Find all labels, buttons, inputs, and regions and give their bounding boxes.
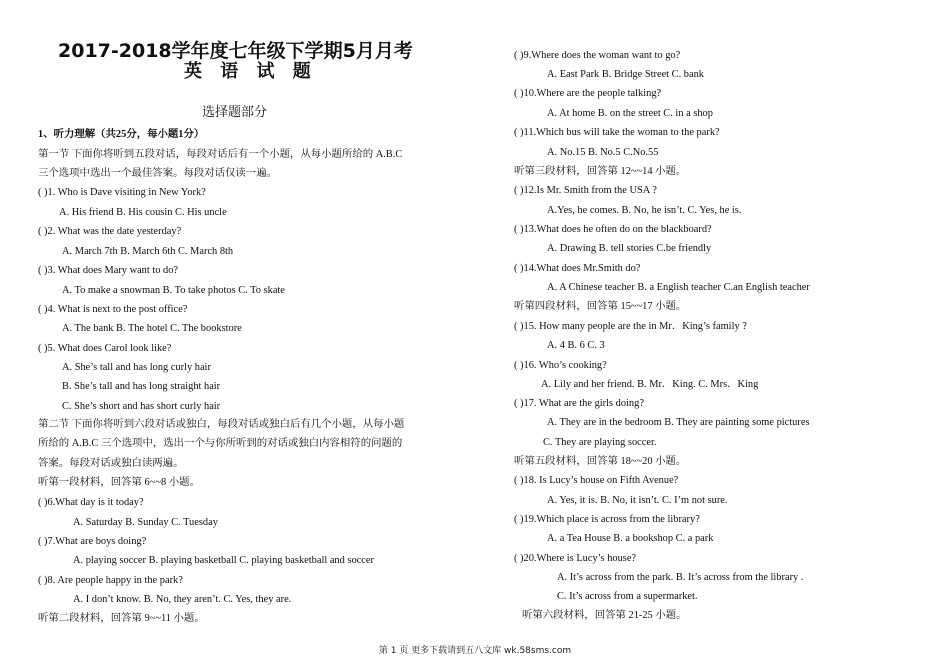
question-12-options: A.Yes, he comes. B. No, he isn’t. C. Yes, he is. — [547, 205, 742, 216]
question-13: ( )13.What does he often do on the blackboard? — [514, 224, 712, 235]
question-3-options: A. To make a snowman B. To take photos C. To skate — [62, 285, 285, 296]
question-19: ( )19.Which place is across from the library? — [514, 514, 700, 525]
section2-intro-line1: 第二节 下面你将听到六段对话或独白，每段对话或独白后有几个小题，从每小题 — [38, 419, 405, 430]
question-11-options: A. No.15 B. No.5 C.No.55 — [547, 147, 659, 158]
question-14-options: A. A Chinese teacher B. a English teacher C.an English teacher — [547, 282, 810, 293]
question-6-options: A. Saturday B. Sunday C. Tuesday — [73, 517, 218, 528]
question-8: ( )8. Are people happy in the park? — [38, 575, 183, 586]
question-17: ( )17. What are the girls doing? — [514, 398, 644, 409]
question-15-options: A. 4 B. 6 C. 3 — [547, 340, 605, 351]
material-3-instruction: 听第三段材料，回答第 12~~14 小题。 — [514, 166, 687, 177]
question-3: ( )3. What does Mary want to do? — [38, 265, 179, 276]
question-20-option-c: C. It’s across from a supermarket. — [557, 591, 698, 602]
question-9: ( )9.Where does the woman want to go? — [514, 50, 681, 61]
question-10-options: A. At home B. on the street C. in a shop — [547, 108, 713, 119]
material-6-instruction: 听第六段材料，回答第 21-25 小题。 — [522, 610, 687, 621]
question-12: ( )12.Is Mr. Smith from the USA ? — [514, 185, 657, 196]
material-4-instruction: 听第四段材料，回答第 15~~17 小题。 — [514, 301, 687, 312]
question-18-options: A. Yes, it is. B. No, it isn’t. C. I’m not sure. — [547, 495, 728, 506]
section2-intro-line2: 所给的 A.B.C 三个选项中，选出一个与你所听到的对话或独白内容相符的问题的 — [38, 438, 403, 449]
question-7-options: A. playing soccer B. playing basketball C. playing basketball and soccer — [73, 555, 374, 566]
question-8-options: A. I don’t know. B. No, they aren’t. C. Yes, they are. — [73, 594, 292, 605]
question-13-options: A. Drawing B. tell stories C.be friendly — [547, 243, 712, 254]
part-heading: 1、听力理解（共25分，每小题1分） — [38, 129, 205, 140]
page-footer: 第 1 页 更多下载请到五八文库 wk.58sms.com — [378, 646, 572, 656]
material-1-instruction: 听第一段材料，回答第 6~~8 小题。 — [38, 477, 200, 488]
section1-intro-line1: 第一节 下面你将听到五段对话，每段对话后有一个小题，从每小题所给的 A.B.C — [38, 149, 403, 160]
question-5-option-a: A. She’s tall and has long curly hair — [62, 362, 211, 373]
question-17-option-c: C. They are playing soccer. — [543, 437, 657, 448]
exam-title: 2017-2018学年度七年级下学期5月月考 — [58, 40, 413, 62]
question-5-option-b: B. She’s tall and has long straight hair — [62, 381, 221, 392]
question-2: ( )2. What was the date yesterday? — [38, 226, 182, 237]
question-9-options: A. East Park B. Bridge Street C. bank — [547, 69, 704, 80]
section-title: 选择题部分 — [202, 105, 268, 120]
section1-intro-line2: 三个选项中选出一个最佳答案。每段对话仅读一遍。 — [38, 168, 277, 179]
question-5: ( )5. What does Carol look like? — [38, 343, 172, 354]
question-20-option-ab: A. It’s across from the park. B. It’s across from the library . — [557, 572, 804, 583]
question-1-options: A. His friend B. His cousin C. His uncle — [59, 207, 227, 218]
question-16: ( )16. Who’s cooking? — [514, 360, 607, 371]
question-20: ( )20.Where is Lucy’s house? — [514, 553, 637, 564]
question-18: ( )18. Is Lucy’s house on Fifth Avenue? — [514, 475, 679, 486]
question-17-option-ab: A. They are in the bedroom B. They are painting some pictures — [547, 417, 810, 428]
question-4-options: A. The bank B. The hotel C. The bookstore — [62, 323, 242, 334]
question-4: ( )4. What is next to the post office? — [38, 304, 188, 315]
question-15: ( )15. How many people are the in Mr．King’s family ? — [514, 321, 747, 332]
exam-subject: 英 语 试 题 — [184, 61, 317, 82]
material-5-instruction: 听第五段材料，回答第 18~~20 小题。 — [514, 456, 687, 467]
material-2-instruction: 听第二段材料，回答第 9~~11 小题。 — [38, 613, 205, 624]
question-7: ( )7.What are boys doing? — [38, 536, 147, 547]
question-6: ( )6.What day is it today? — [38, 497, 144, 508]
question-1: ( )1. Who is Dave visiting in New York? — [38, 187, 206, 198]
question-2-options: A. March 7th B. March 6th C. March 8th — [62, 246, 234, 257]
question-5-option-c: C. She’s short and has short curly hair — [62, 401, 221, 412]
question-16-options: A. Lily and her friend. B. Mr．King. C. Mrs．King — [541, 379, 759, 390]
section2-intro-line3: 答案。每段对话或独白读两遍。 — [38, 458, 184, 469]
question-14: ( )14.What does Mr.Smith do? — [514, 263, 641, 274]
question-11: ( )11.Which bus will take the woman to the park? — [514, 127, 720, 138]
question-10: ( )10.Where are the people talking? — [514, 88, 662, 99]
question-19-options: A. a Tea House B. a bookshop C. a park — [547, 533, 714, 544]
